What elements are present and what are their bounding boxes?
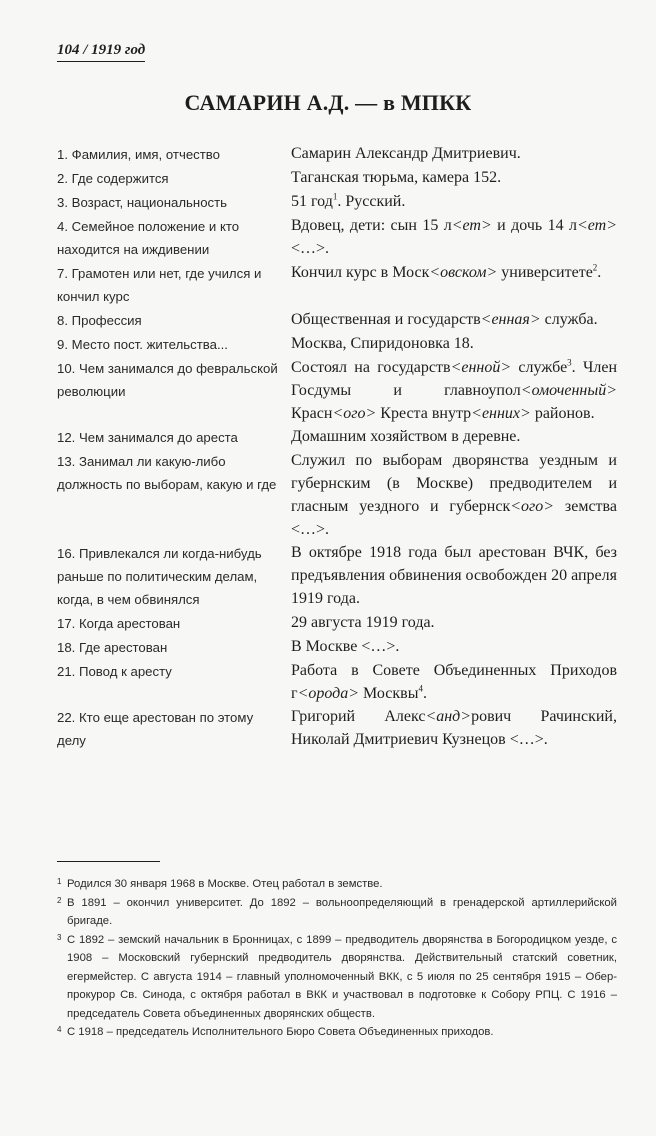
footnotes xyxy=(57,875,617,1042)
question-label: 7. Грамотен или нет, где учился и кончил курс xyxy=(57,266,262,304)
table-row xyxy=(57,541,627,611)
table-row xyxy=(57,166,627,190)
questionnaire-table xyxy=(57,142,627,752)
footnote-number: 2 xyxy=(57,895,62,905)
table-row xyxy=(57,611,627,635)
table-row xyxy=(57,261,627,308)
table-row xyxy=(57,635,627,659)
table-row xyxy=(57,308,627,332)
footnote-text: В 1891 – окончил университет. До 1892 – вольноопределяющий в гренадерской артиллерийской бригаде. xyxy=(67,896,617,927)
footnote xyxy=(57,894,617,931)
answer-text: Общественная и государств<енная> служба. xyxy=(291,311,598,328)
question-label: 18. Где арестован xyxy=(57,640,168,655)
answer-text: Самарин Александр Дмитриевич. xyxy=(291,145,521,162)
page-title: САМАРИН А.Д. — в МПКК xyxy=(184,90,472,115)
question-label: 8. Профессия xyxy=(57,313,142,328)
answer-text: Вдовец, дети: сын 15 л<ет> и дочь 14 л<ет> <…>. xyxy=(291,217,617,257)
footnote-number: 3 xyxy=(57,932,62,942)
question-label: 21. Повод к аресту xyxy=(57,664,172,679)
question-label: 3. Возраст, национальность xyxy=(57,195,228,210)
table-row xyxy=(57,214,627,261)
footnote-text: С 1918 – председатель Исполнительного Бюро Совета Объединенных приходов. xyxy=(67,1026,494,1038)
answer-text: Таганская тюрьма, камера 152. xyxy=(291,169,502,186)
table-row xyxy=(57,190,627,214)
question-label: 12. Чем занимался до ареста xyxy=(57,430,238,445)
question-label: 1. Фамилия, имя, отчество xyxy=(57,147,221,162)
footnote xyxy=(57,1023,617,1042)
footnote-divider xyxy=(57,861,160,862)
table-row xyxy=(57,705,627,752)
answer-text: 51 год$^1$. Русский. xyxy=(291,191,406,210)
question-label: 4. Семейное положение и кто находится на иждивении xyxy=(57,219,240,257)
question-label: 10. Чем занимался до февральской революции xyxy=(57,361,278,399)
question-label: 9. Место пост. жительства... xyxy=(57,337,228,352)
table-row xyxy=(57,142,627,166)
running-head: 104 / 1919 год xyxy=(57,42,145,62)
table-row xyxy=(57,425,627,449)
footnote-number: 4 xyxy=(57,1025,62,1034)
footnote xyxy=(57,875,617,894)
table-row xyxy=(57,356,627,425)
answer-text: 29 августа 1919 года. xyxy=(291,614,435,631)
footnote xyxy=(57,931,617,1024)
table-row xyxy=(57,659,627,705)
footnote-text: С 1892 – земский начальник в Бронницах, с 1899 – предводитель дворянства в Богородицком уезде, с 1908 – Московский губернский предводитель дворянства. Действительный статский советник, егермейстер. С августа 1914 – главный уполномоченный ВКК, с 5 июля по 25 сентября 1915 – Обер-прокурор Св. Синода, с октября работал в ВКК и участвовал в подготовке к Собору РПЦ. С 1916 – председатель Совета объединенных дворянских обществ. xyxy=(67,933,617,1020)
answer-text: Москва, Спиридоновка 18. xyxy=(291,335,474,352)
answer-text: Состоял на государств<енной> службе$^3$. Член Госдумы и главноупол<омоченный> Красн<ого> Креста внутр<енних> районов. xyxy=(291,357,617,422)
answer-text: В октябре 1918 года был арестован ВЧК, без предъявления обвинения освобожден 20 апреля 1919 года. xyxy=(291,544,617,607)
question-label: 2. Где содержится xyxy=(57,171,169,186)
question-label: 17. Когда арестован xyxy=(57,616,181,631)
footnote-text: Родился 30 января 1968 в Москве. Отец работал в земстве. xyxy=(67,878,383,890)
answer-text: Служил по выборам дворянства уездным и губернским (в Москве) предводителем и гласным уездного и губернск<ого> земства <…>. xyxy=(291,452,617,538)
answer-text: Работа в Совете Объединенных Приходов г<орода> Москвы$^4$. xyxy=(291,662,617,702)
answer-text: Кончил курс в Моск<овском> университете$^2$. xyxy=(291,262,602,281)
answer-text: Григорий Алекс<анд>рович Рачинский, Николай Дмитриевич Кузнецов <…>. xyxy=(291,708,617,748)
question-label: 16. Привлекался ли когда-нибудь раньше по политическим делам, когда, в чем обвинялся xyxy=(57,546,262,607)
answer-text: Домашним хозяйством в деревне. xyxy=(291,428,521,445)
answer-text: В Москве <…>. xyxy=(291,638,400,655)
table-row xyxy=(57,332,627,356)
table-row xyxy=(57,449,627,541)
question-label: 22. Кто еще арестован по этому делу xyxy=(57,710,254,748)
question-label: 13. Занимал ли какую-либо должность по выборам, какую и где xyxy=(57,454,277,492)
footnote-number: 1 xyxy=(57,877,62,886)
